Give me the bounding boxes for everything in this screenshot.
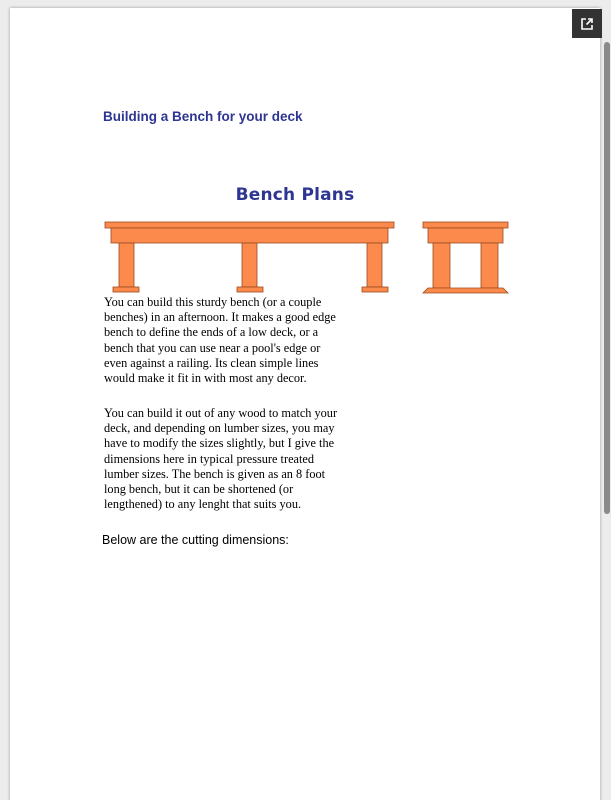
cutting-dimensions-label: Below are the cutting dimensions: — [102, 533, 289, 547]
figure-title: Bench Plans — [235, 185, 355, 205]
open-in-new-window-icon — [580, 17, 594, 31]
front-leg-right — [367, 243, 382, 287]
page-heading: Building a Bench for your deck — [103, 109, 303, 124]
bench-side-view — [423, 222, 508, 293]
front-leg-middle — [242, 243, 257, 287]
bench-plans-figure — [10, 8, 600, 308]
scrollbar-thumb[interactable] — [604, 42, 610, 514]
front-apron — [111, 228, 388, 243]
document-page — [10, 8, 600, 800]
front-foot-right — [362, 287, 388, 292]
side-leg-right — [481, 243, 498, 288]
bench-front-view — [105, 222, 394, 292]
materials-paragraph: You can build it out of any wood to match your deck, and depending on lumber sizes, you may have to modify the sizes slightly, but I give the dimensions here in typical pressure treated lumber sizes. The bench is given as an 8 foot long bench, but it can be shortened (or lengthened) to any lenght that suits you. — [104, 406, 338, 512]
front-foot-middle — [237, 287, 263, 292]
vertical-scrollbar[interactable] — [603, 0, 611, 800]
side-apron — [428, 228, 503, 243]
side-seat-top — [423, 222, 508, 228]
intro-paragraph: You can build this sturdy bench (or a couple benches) in an afternoon. It makes a good edge bench to define the ends of a low deck, or a bench that you can use near a pool's edge or even against a railing. Its clean simple lines would make it fit in with most any decor. — [104, 295, 336, 386]
front-seat-top — [105, 222, 394, 228]
popout-button[interactable] — [572, 9, 602, 38]
front-foot-left — [113, 287, 139, 292]
side-leg-left — [433, 243, 450, 288]
front-leg-left — [119, 243, 134, 287]
side-base — [423, 288, 508, 293]
